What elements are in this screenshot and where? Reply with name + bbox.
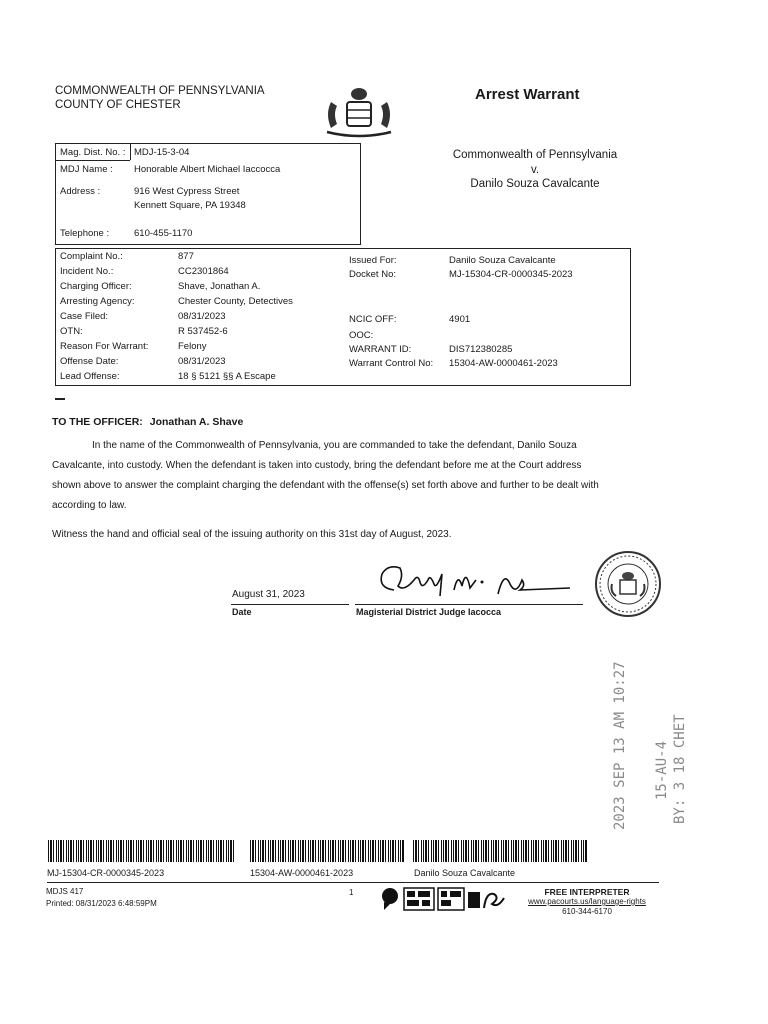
mag-dist-value: MDJ-15-3-04	[134, 147, 190, 158]
caption-defendant: Danilo Souza Cavalcante	[470, 178, 600, 190]
paragraph-line: Cavalcante, into custody. When the defendant is taken into custody, bring the defendant before me at the Court address	[52, 460, 582, 471]
judge-signature-line	[355, 604, 583, 605]
received-stamp-line3: BY: 3 18 CHET	[672, 714, 688, 824]
received-stamp-line2: 15-AU-4	[654, 740, 670, 800]
page-number: 1	[349, 888, 354, 897]
address-line2: Kennett Square, PA 19348	[134, 200, 246, 211]
warrant-id-label: WARRANT ID:	[349, 344, 412, 355]
mag-dist-label: Mag. Dist. No. :	[60, 147, 126, 158]
interpreter-notice	[512, 887, 662, 917]
witness-statement: Witness the hand and official seal of the issuing authority on this 31st day of August, 2023.	[52, 529, 452, 540]
telephone-value: 610-455-1170	[134, 228, 193, 239]
form-number: MDJS 417	[46, 887, 84, 896]
interpreter-phone: 610-344-6170	[562, 907, 612, 916]
received-stamp-line1: 2023 SEP 13 AM 10:27	[612, 661, 628, 830]
ooc-label: OOC:	[349, 330, 374, 341]
complaint-no-label: Complaint No.:	[60, 251, 123, 262]
divider	[56, 160, 130, 161]
ncic-off-value: 4901	[449, 314, 471, 325]
mdj-name-label: MDJ Name :	[60, 164, 113, 175]
docket-barcode	[48, 840, 236, 862]
footer-rule	[47, 882, 659, 883]
case-filed-label: Case Filed:	[60, 311, 109, 322]
case-caption	[420, 148, 650, 192]
control-barcode	[250, 840, 405, 862]
caption-plaintiff: Commonwealth of Pennsylvania	[452, 149, 618, 161]
arresting-agency-label: Arresting Agency:	[60, 296, 135, 307]
ncic-off-label: NCIC OFF:	[349, 314, 397, 325]
printed-timestamp: Printed: 08/31/2023 6:48:59PM	[46, 899, 157, 908]
address-label: Address :	[60, 186, 101, 197]
docket-no-value: MJ-15304-CR-0000345-2023	[449, 269, 573, 280]
reason-label: Reason For Warrant:	[60, 341, 149, 352]
paragraph-line: according to law.	[52, 500, 127, 511]
reason-value: Felony	[178, 341, 207, 352]
document-title: Arrest Warrant	[475, 86, 580, 103]
officer-line	[52, 416, 243, 428]
issued-for-value: Danilo Souza Cavalcante	[449, 255, 556, 266]
caption-versus: v.	[530, 163, 540, 176]
lead-offense-label: Lead Offense:	[60, 371, 120, 382]
incident-no-label: Incident No.:	[60, 266, 114, 277]
judge-signature-icon	[370, 560, 580, 606]
otn-label: OTN:	[60, 326, 83, 337]
interpreter-title: FREE INTERPRETER	[544, 887, 630, 897]
court-info-box	[55, 143, 361, 245]
charging-officer-label: Charging Officer:	[60, 281, 132, 292]
commonwealth-heading: COMMONWEALTH OF PENNSYLVANIA	[55, 85, 265, 97]
telephone-label: Telephone :	[60, 228, 110, 239]
control-barcode-text: 15304-AW-0000461-2023	[250, 868, 354, 878]
address-line1: 916 West Cypress Street	[134, 186, 240, 197]
complaint-no-value: 877	[178, 251, 194, 262]
officer-name: Jonathan A. Shave	[149, 416, 244, 428]
issued-for-label: Issued For:	[349, 255, 397, 266]
language-access-icon	[378, 884, 518, 916]
warrant-command-paragraph	[52, 436, 672, 516]
lead-offense-value: 18 § 5121 §§ A Escape	[178, 371, 276, 382]
warrant-control-value: 15304-AW-0000461-2023	[449, 358, 558, 369]
court-seal-icon	[594, 550, 662, 618]
divider	[130, 144, 131, 160]
paragraph-line: shown above to answer the complaint charging the defendant with the offense(s) set forth above and further to be dealt with	[52, 480, 599, 491]
mdj-name-value: Honorable Albert Michael Iaccocca	[134, 164, 281, 175]
offense-date-value: 08/31/2023	[178, 356, 226, 367]
charging-officer-value: Shave, Jonathan A.	[178, 281, 261, 292]
judge-label: Magisterial District Judge Iacocca	[356, 607, 502, 617]
date-label: Date	[232, 607, 252, 617]
pa-coat-of-arms-icon	[323, 84, 395, 138]
county-heading: COUNTY OF CHESTER	[55, 99, 181, 111]
docket-no-label: Docket No:	[349, 269, 396, 280]
offense-date-label: Offense Date:	[60, 356, 119, 367]
case-details-box	[55, 248, 631, 386]
name-barcode-text: Danilo Souza Cavalcante	[414, 868, 516, 878]
date-line	[231, 604, 349, 605]
paragraph-line: In the name of the Commonwealth of Pennsylvania, you are commanded to take the defendant, Danilo Souza	[92, 440, 577, 451]
case-filed-value: 08/31/2023	[178, 311, 226, 322]
dash-mark	[55, 398, 65, 400]
officer-label: TO THE OFFICER:	[52, 416, 143, 428]
interpreter-link[interactable]: www.pacourts.us/language-rights	[528, 897, 646, 906]
warrant-id-value: DIS712380285	[449, 344, 513, 355]
incident-no-value: CC2301864	[178, 266, 229, 277]
otn-value: R 537452-6	[178, 326, 228, 337]
docket-barcode-text: MJ-15304-CR-0000345-2023	[47, 868, 165, 878]
name-barcode	[413, 840, 587, 862]
signature-date: August 31, 2023	[232, 589, 305, 600]
warrant-control-label: Warrant Control No:	[349, 358, 434, 369]
arresting-agency-value: Chester County, Detectives	[178, 296, 293, 307]
